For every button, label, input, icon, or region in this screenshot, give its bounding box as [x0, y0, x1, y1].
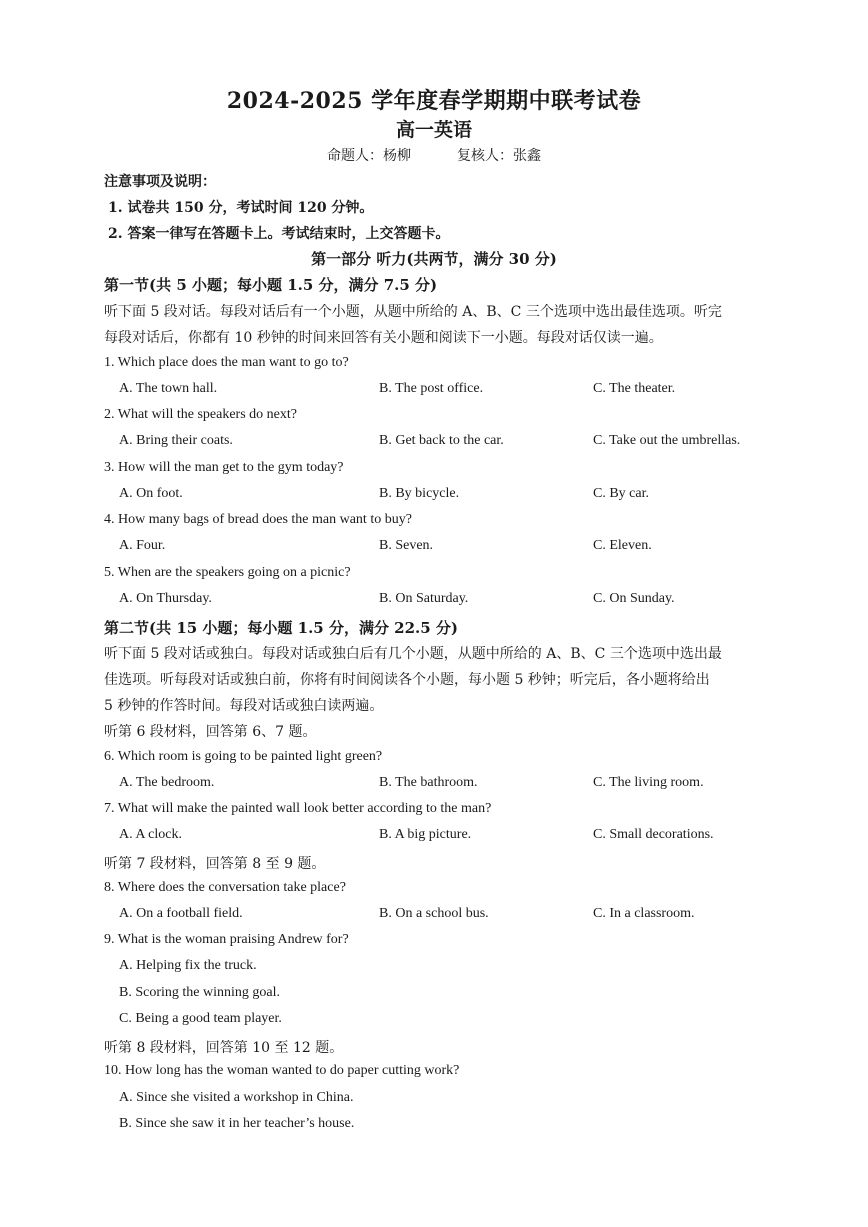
section-1-instruction-line-1: 听下面 5 段对话。每段对话后有一个小题，从题中所给的 A、B、C 三个选项中选出最佳选项。听完 [104, 304, 722, 320]
question-5-option-b: B. On Saturday. [379, 591, 469, 606]
question-9-option-b: B. Scoring the winning goal. [119, 985, 280, 1000]
question-4-option-b: B. Seven. [379, 538, 434, 553]
reviewer-label: 复核人：张鑫 [457, 148, 541, 164]
question-8-option-c: C. In a classroom. [593, 906, 695, 921]
material-8-note: 听第 8 段材料，回答第 10 至 12 题。 [104, 1040, 344, 1056]
section-1-title: 第一节(共 5 小题；每小题 1.5 分，满分 7.5 分) [104, 276, 438, 294]
notice-item-1: 1. 试卷共 150 分，考试时间 120 分钟。 [108, 200, 374, 216]
question-10-option-a: A. Since she visited a workshop in China. [119, 1090, 354, 1105]
question-3-option-a: A. On foot. [119, 486, 183, 501]
question-8-option-b: B. On a school bus. [379, 906, 489, 921]
question-8-option-a: A. On a football field. [119, 906, 243, 921]
section-2-instruction-line-1: 听下面 5 段对话或独白。每段对话或独白后有几个小题，从题中所给的 A、B、C 三个选项中选出最 [104, 646, 722, 662]
question-6-option-b: B. The bathroom. [379, 775, 478, 790]
question-3-stem: 3. How will the man get to the gym today? [104, 460, 344, 475]
question-9-stem: 9. What is the woman praising Andrew for? [104, 932, 349, 947]
question-2-stem: 2. What will the speakers do next? [104, 407, 297, 422]
question-10-stem: 10. How long has the woman wanted to do paper cutting work? [104, 1063, 460, 1078]
question-7-option-a: A. A clock. [119, 827, 182, 842]
exam-title: 2024-2025 学年度春学期期中联考试卷 [226, 88, 642, 114]
question-8-stem: 8. Where does the conversation take place? [104, 880, 346, 895]
question-9-option-a: A. Helping fix the truck. [119, 958, 257, 973]
section-2-instruction-line-2: 佳选项。听每段对话或独白前，你将有时间阅读各个小题，每小题 5 秒钟；听完后，各小题将给出 [104, 672, 710, 688]
question-1-option-c: C. The theater. [593, 381, 676, 396]
notice-heading: 注意事项及说明： [104, 174, 216, 190]
section-1-instruction-line-2: 每段对话后，你都有 10 秒钟的时间来回答有关小题和阅读下一小题。每段对话仅读一遍。 [104, 330, 663, 346]
question-7-option-b: B. A big picture. [379, 827, 472, 842]
question-10-option-b: B. Since she saw it in her teacher’s house. [119, 1116, 355, 1131]
author-label: 命题人：杨柳 [327, 148, 411, 164]
question-1-option-b: B. The post office. [379, 381, 484, 396]
part-1-title: 第一部分 听力(共两节，满分 30 分) [311, 250, 557, 268]
author-line [0, 145, 868, 165]
question-6-option-a: A. The bedroom. [119, 775, 215, 790]
question-4-option-a: A. Four. [119, 538, 166, 553]
question-1-option-a: A. The town hall. [119, 381, 218, 396]
question-5-option-c: C. On Sunday. [593, 591, 675, 606]
section-2-instruction-line-3: 5 秒钟的作答时间。每段对话或独白读两遍。 [104, 698, 384, 714]
question-2-option-b: B. Get back to the car. [379, 433, 504, 448]
material-6-note: 听第 6 段材料，回答第 6、7 题。 [104, 724, 317, 740]
question-5-option-a: A. On Thursday. [119, 591, 212, 606]
exam-subject: 高一英语 [395, 119, 472, 141]
question-3-option-b: B. By bicycle. [379, 486, 460, 501]
question-6-stem: 6. Which room is going to be painted light green? [104, 749, 383, 764]
material-7-note: 听第 7 段材料，回答第 8 至 9 题。 [104, 856, 326, 872]
section-2-title: 第二节(共 15 小题；每小题 1.5 分，满分 22.5 分) [104, 619, 459, 637]
question-7-stem: 7. What will make the painted wall look better according to the man? [104, 801, 492, 816]
question-6-option-c: C. The living room. [593, 775, 704, 790]
question-5-stem: 5. When are the speakers going on a picnic? [104, 565, 351, 580]
notice-item-2: 2. 答案一律写在答题卡上。考试结束时，上交答题卡。 [108, 226, 450, 242]
question-7-option-c: C. Small decorations. [593, 827, 714, 842]
question-4-stem: 4. How many bags of bread does the man want to buy? [104, 512, 412, 527]
question-2-option-a: A. Bring their coats. [119, 433, 233, 448]
question-4-option-c: C. Eleven. [593, 538, 652, 553]
question-9-option-c: C. Being a good team player. [119, 1011, 282, 1026]
question-2-option-c: C. Take out the umbrellas. [593, 433, 741, 448]
question-1-stem: 1. Which place does the man want to go to? [104, 355, 349, 370]
question-3-option-c: C. By car. [593, 486, 649, 501]
